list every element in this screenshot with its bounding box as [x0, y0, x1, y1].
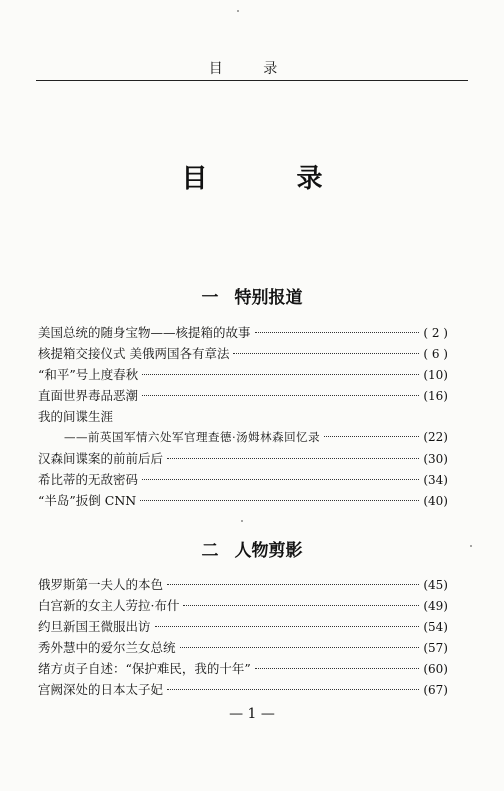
leader-dots: [142, 479, 419, 480]
toc-entry: [38, 427, 448, 448]
toc-entry: [38, 679, 448, 700]
toc-entry-title: ——前英国军情六处军官理查德·汤姆林森回忆录: [64, 430, 321, 444]
section-number: 一: [201, 288, 219, 308]
toc-entry-page: (60): [423, 662, 448, 676]
toc-entry-title: 秀外慧中的爱尔兰女总统: [38, 640, 176, 655]
toc-entry-title: 约旦新国王微服出访: [38, 619, 151, 634]
leader-dots: [167, 689, 419, 690]
toc-entry-page: (22): [423, 430, 448, 444]
toc-entry: [38, 385, 448, 406]
toc-entry: [38, 406, 448, 427]
toc-entry: [38, 637, 448, 658]
section-heading-2: [0, 536, 504, 561]
toc-entry: [38, 616, 448, 637]
toc-entry-title: 我的间谍生涯: [38, 409, 114, 424]
leader-dots: [255, 332, 420, 333]
toc-entry: [38, 574, 448, 595]
leader-dots: [233, 353, 419, 354]
toc-entry-title: “和平”号上度春秋: [38, 367, 139, 382]
toc-entry-page: (40): [423, 494, 448, 508]
toc-entry-title: 俄罗斯第一夫人的本色: [38, 577, 164, 592]
toc-entry-page: ( 2 ): [423, 326, 448, 340]
leader-dots: [167, 458, 419, 459]
toc-entry-page: (57): [423, 641, 448, 655]
section-name: 人物剪影: [234, 541, 303, 561]
toc-entry-title: 直面世界毒品恶潮: [38, 388, 139, 403]
leader-dots: [142, 374, 419, 375]
section-name: 特别报道: [234, 288, 303, 308]
toc-entry-page: (67): [423, 683, 448, 697]
toc-entry-page: (34): [423, 473, 448, 487]
toc-entry-title: 美国总统的随身宝物——核提箱的故事: [38, 325, 251, 340]
header-rule: [36, 80, 468, 81]
toc-entry: [38, 343, 448, 364]
section-number: 二: [201, 541, 219, 561]
toc-entry-title: 核提箱交接仪式 美俄两国各有章法: [38, 346, 230, 361]
page-title: 目 录: [181, 164, 363, 194]
toc-entry-page: (10): [423, 368, 448, 382]
page-number: — 1 —: [229, 706, 275, 722]
toc-entry: [38, 490, 448, 511]
toc-list-section-1: [38, 322, 448, 511]
toc-entry: [38, 658, 448, 679]
toc-list-section-2: [38, 574, 448, 700]
toc-entry-page: (16): [423, 389, 448, 403]
toc-entry-page: ( 6 ): [423, 347, 448, 361]
leader-dots: [324, 436, 419, 437]
toc-entry-title: 汉森间谍案的前前后后: [38, 451, 164, 466]
toc-entry-title: 白宫新的女主人劳拉·布什: [38, 598, 180, 613]
toc-entry: [38, 322, 448, 343]
leader-dots: [142, 395, 419, 396]
toc-entry: [38, 448, 448, 469]
toc-entry-title: “半岛”扳倒 CNN: [38, 493, 137, 508]
leader-dots: [255, 668, 420, 669]
toc-entry-page: (30): [423, 452, 448, 466]
toc-entry-title: 宫阙深处的日本太子妃: [38, 682, 164, 697]
toc-entry-title: 绪方贞子自述：“保护难民，我的十年”: [38, 661, 251, 676]
toc-entry-page: (54): [423, 620, 448, 634]
leader-dots: [140, 500, 419, 501]
toc-entry-page: (45): [423, 578, 448, 592]
leader-dots: [180, 647, 420, 648]
toc-entry: [38, 595, 448, 616]
toc-entry-page: (49): [423, 599, 448, 613]
toc-entry-title: 希比蒂的无敌密码: [38, 472, 139, 487]
leader-dots: [155, 626, 420, 627]
section-heading-1: [0, 283, 504, 308]
toc-entry: [38, 364, 448, 385]
toc-entry: [38, 469, 448, 490]
running-head: 目 录: [208, 61, 296, 77]
leader-dots: [183, 605, 419, 606]
leader-dots: [167, 584, 419, 585]
